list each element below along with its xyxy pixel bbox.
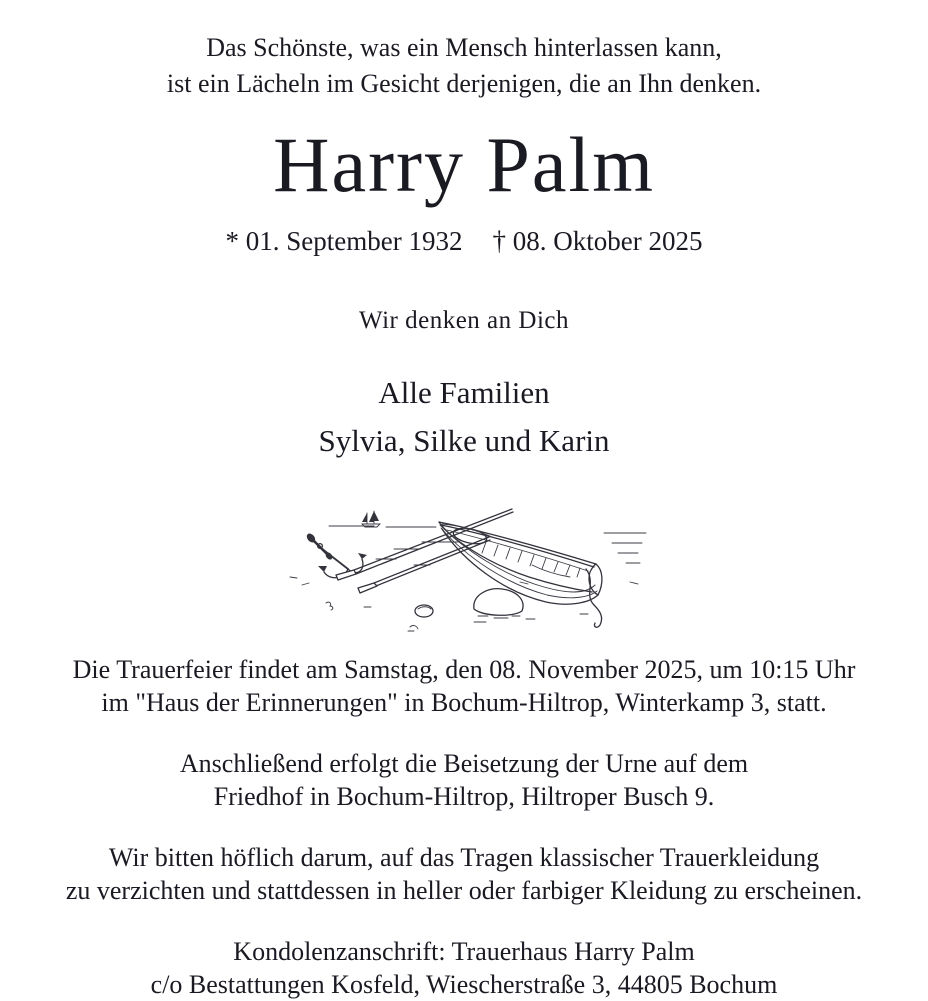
epigraph-line-2: ist ein Lächeln im Gesicht derjenigen, die an Ihn denken. xyxy=(166,69,762,98)
boat-hull-icon xyxy=(439,522,602,604)
burial-line-1: Anschließend erfolgt die Beisetzung der Urne auf dem xyxy=(179,749,749,778)
dress-code-request xyxy=(0,841,928,907)
death-date: † 08. Oktober 2025 xyxy=(492,226,703,256)
life-dates xyxy=(0,226,928,257)
deceased-name: Harry Palm xyxy=(273,121,655,208)
rowboat-illustration xyxy=(0,487,928,637)
dress-code-line-2: zu verzichten und stattdessen in heller oder farbiger Kleidung zu erscheinen. xyxy=(65,876,863,905)
condolence-line-1: Kondolenzanschrift: Trauerhaus Harry Palm xyxy=(233,937,695,966)
condolence-address xyxy=(0,935,928,1001)
anchor-icon xyxy=(305,532,367,578)
service-line-2: im "Haus der Erinnerungen" in Bochum-Hiltrop, Winterkamp 3, statt. xyxy=(101,688,827,717)
birth-date: * 01. September 1932 xyxy=(225,226,463,256)
remembrance-line: Wir denken an Dich xyxy=(358,307,569,334)
mourners xyxy=(0,369,928,465)
service-line-1: Die Trauerfeier findet am Samstag, den 08. November 2025, um 10:15 Uhr xyxy=(72,655,856,684)
condolence-line-2: c/o Bestattungen Kosfeld, Wiescherstraße 3, 44805 Bochum xyxy=(150,970,778,999)
dress-code-line-1: Wir bitten höflich darum, auf das Tragen klassischer Trauerkleidung xyxy=(108,843,820,872)
epigraph xyxy=(0,30,928,102)
mourners-line-1: Alle Familien xyxy=(378,375,550,410)
service-details xyxy=(0,653,928,719)
rowboat-sketch-svg xyxy=(274,487,654,637)
mourners-line-2: Sylvia, Silke und Karin xyxy=(318,423,610,458)
epigraph-line-1: Das Schönste, was ein Mensch hinterlassen kann, xyxy=(206,33,722,62)
rocks-icon xyxy=(415,589,523,618)
burial-line-2: Friedhof in Bochum-Hiltrop, Hiltroper Busch 9. xyxy=(213,782,715,811)
burial-details xyxy=(0,747,928,813)
sailboat-icon xyxy=(362,511,380,527)
